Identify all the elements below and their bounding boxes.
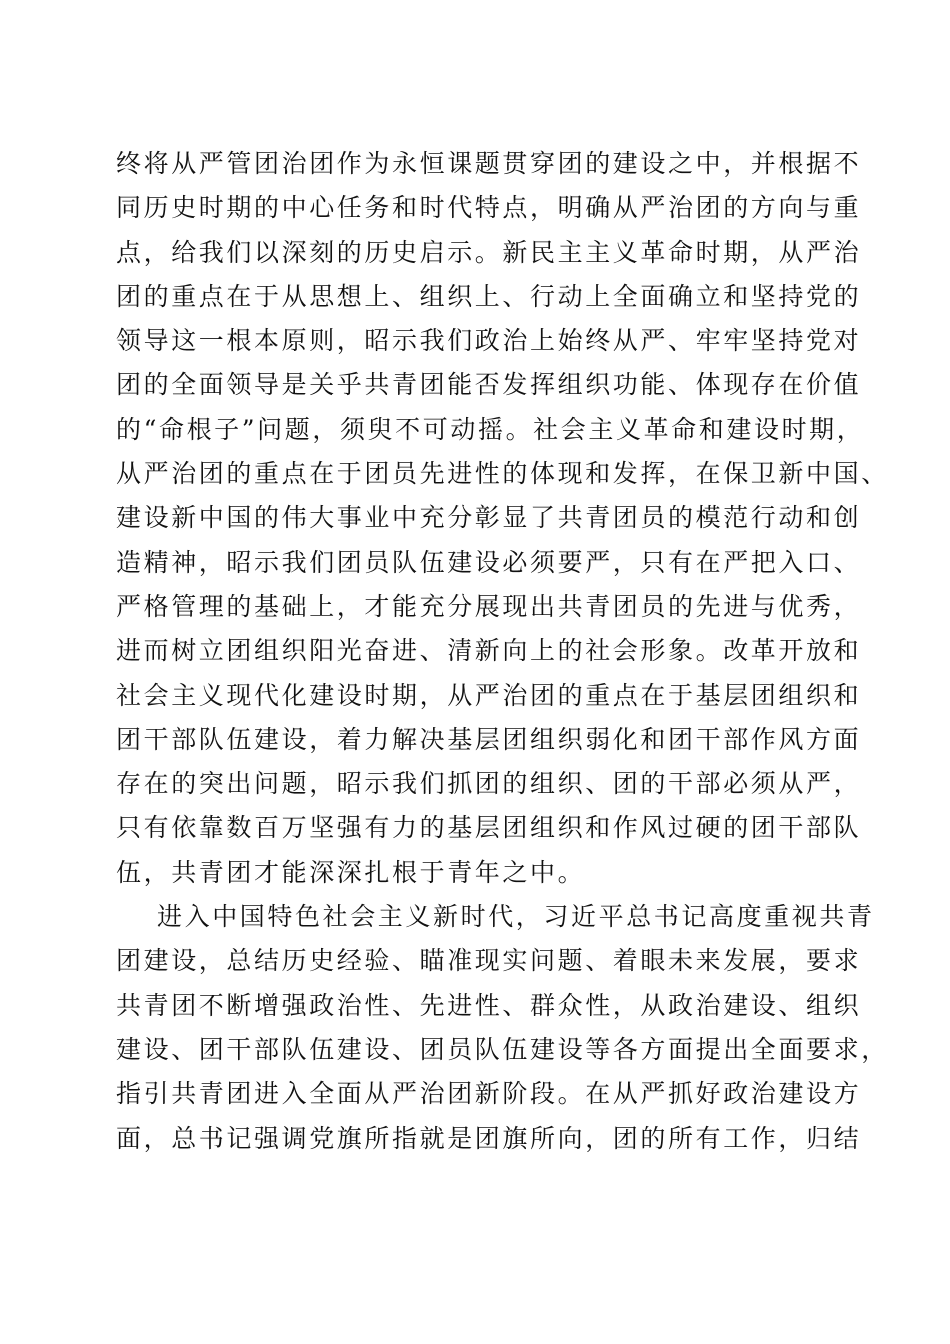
text-line: 领导这一根本原则，昭示我们政治上始终从严、牢牢坚持党对 <box>116 326 862 356</box>
text-line: 指引共青团进入全面从严治团新阶段。在从严抓好政治建设方 <box>116 1079 862 1109</box>
text-line: 团的全面领导是关乎共青团能否发挥组织功能、体现存在价值 <box>116 370 862 400</box>
text-line: 团建设，总结历史经验、瞄准现实问题、着眼未来发展，要求 <box>116 946 862 976</box>
text-line: 伍，共青团才能深深扎根于青年之中。 <box>116 857 586 887</box>
text-line: 社会主义现代化建设时期，从严治团的重点在于基层团组织和 <box>116 680 862 710</box>
text-line: 造精神，昭示我们团员队伍建设必须要严，只有在严把入口、 <box>116 547 862 577</box>
text-line: 的“命根子”问题，须臾不可动摇。社会主义革命和建设时期， <box>116 414 865 444</box>
text-line: 只有依靠数百万坚强有力的基层团组织和作风过硬的团干部队 <box>116 813 862 843</box>
text-line: 同历史时期的中心任务和时代特点，明确从严治团的方向与重 <box>116 193 862 223</box>
text-line: 严格管理的基础上，才能充分展现出共青团员的先进与优秀， <box>116 591 862 621</box>
body-text <box>116 142 889 1161</box>
text-line: 面，总书记强调党旗所指就是团旗所向，团的所有工作，归结 <box>116 1123 862 1153</box>
text-line: 建设新中国的伟大事业中充分彰显了共青团员的模范行动和创 <box>116 503 862 533</box>
text-line: 共青团不断增强政治性、先进性、群众性，从政治建设、组织 <box>116 990 862 1020</box>
text-line: 点，给我们以深刻的历史启示。新民主主义革命时期，从严治 <box>116 237 862 267</box>
text-line: 团的重点在于从思想上、组织上、行动上全面确立和坚持党的 <box>116 281 862 311</box>
text-line: 团干部队伍建设，着力解决基层团组织弱化和团干部作风方面 <box>116 724 862 754</box>
text-line: 存在的突出问题，昭示我们抓团的组织、团的干部必须从严， <box>116 769 862 799</box>
text-line: 建设、团干部队伍建设、团员队伍建设等各方面提出全面要求， <box>116 1034 889 1064</box>
text-line: 终将从严管团治团作为永恒课题贯穿团的建设之中，并根据不 <box>116 149 862 178</box>
text-line: 进而树立团组织阳光奋进、清新向上的社会形象。改革开放和 <box>116 636 862 666</box>
paragraph-2 <box>116 895 889 1161</box>
text-line: 从严治团的重点在于团员先进性的体现和发挥，在保卫新中国、 <box>116 459 889 489</box>
paragraph-1 <box>116 142 889 895</box>
text-line: 进入中国特色社会主义新时代，习近平总书记高度重视共青 <box>157 902 875 932</box>
